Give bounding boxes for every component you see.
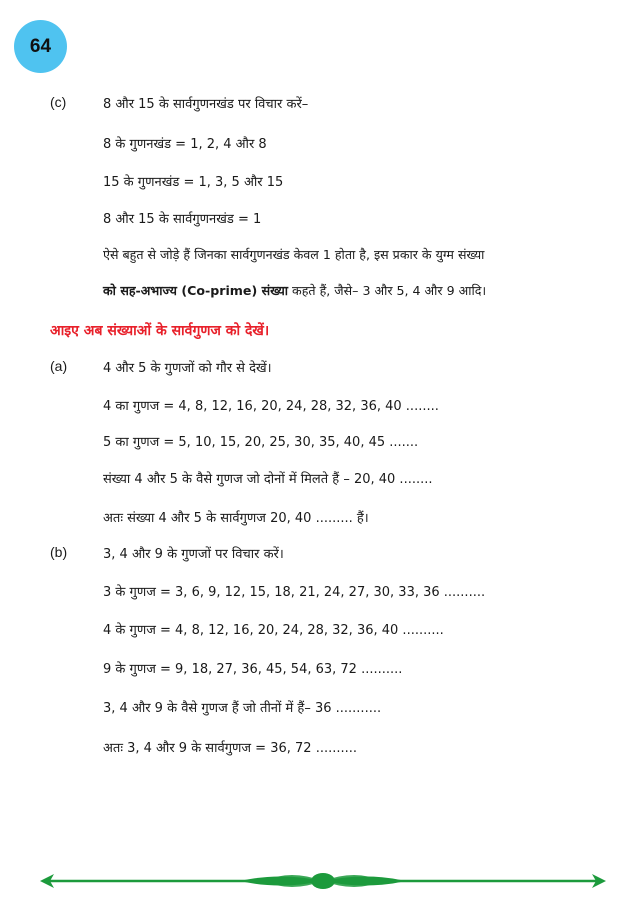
section-c-paragraph-line2 bbox=[103, 282, 486, 299]
section-b-line4: 9 के गुणज = 9, 18, 27, 36, 45, 54, 63, 72 .......... bbox=[103, 662, 403, 677]
section-b-label: (b) bbox=[50, 544, 68, 560]
footer-ornament-divider bbox=[40, 866, 606, 896]
page-number: 64 bbox=[29, 35, 52, 57]
section-b-line6: अतः 3, 4 और 9 के सार्वगुणज = 36, 72 .......... bbox=[103, 741, 358, 756]
section-c-line4: 8 और 15 के सार्वगुणनखंड = 1 bbox=[103, 212, 262, 227]
section-b-line1: 3, 4 और 9 के गुणजों पर विचार करें। bbox=[103, 547, 284, 562]
section-c-line1: 8 और 15 के सार्वगुणनखंड पर विचार करें– bbox=[103, 97, 309, 112]
co-prime-term: को सह-अभाज्य (Co-prime) संख्या bbox=[103, 283, 289, 298]
co-prime-example: कहते हैं, जैसे– 3 और 5, 4 और 9 आदि। bbox=[288, 283, 487, 298]
section-a-line2: 4 का गुणज = 4, 8, 12, 16, 20, 24, 28, 32, 36, 40 ........ bbox=[103, 399, 439, 414]
section-c-line3: 15 के गुणनखंड = 1, 3, 5 और 15 bbox=[103, 175, 284, 190]
section-a-line4: संख्या 4 और 5 के वैसे गुणज जो दोनों में मिलते हैं – 20, 40 ........ bbox=[103, 472, 433, 487]
section-c-paragraph-line1: ऐसे बहुत से जोड़े हैं जिनका सार्वगुणनखंड केवल 1 होता है, इस प्रकार के युग्म संख्या bbox=[103, 247, 485, 262]
section-b-line5: 3, 4 और 9 के वैसे गुणज हैं जो तीनों में हैं– 36 ........... bbox=[103, 701, 382, 716]
section-a-line5: अतः संख्या 4 और 5 के सार्वगुणज 20, 40 ......... हैं। bbox=[103, 511, 369, 526]
section-heading: आइए अब संख्याओं के सार्वगुणज को देखें। bbox=[50, 323, 270, 339]
section-c-line2: 8 के गुणनखंड = 1, 2, 4 और 8 bbox=[103, 137, 267, 152]
page-number-badge bbox=[14, 20, 67, 73]
section-b-line3: 4 के गुणज = 4, 8, 12, 16, 20, 24, 28, 32, 36, 40 .......... bbox=[103, 623, 444, 638]
section-a-label: (a) bbox=[50, 358, 68, 374]
section-a-line3: 5 का गुणज = 5, 10, 15, 20, 25, 30, 35, 40, 45 ....... bbox=[103, 435, 419, 450]
section-b-line2: 3 के गुणज = 3, 6, 9, 12, 15, 18, 21, 24, 27, 30, 33, 36 .......... bbox=[103, 585, 486, 600]
section-c-label: (c) bbox=[50, 94, 67, 110]
section-a-line1: 4 और 5 के गुणजों को गौर से देखें। bbox=[103, 361, 272, 376]
